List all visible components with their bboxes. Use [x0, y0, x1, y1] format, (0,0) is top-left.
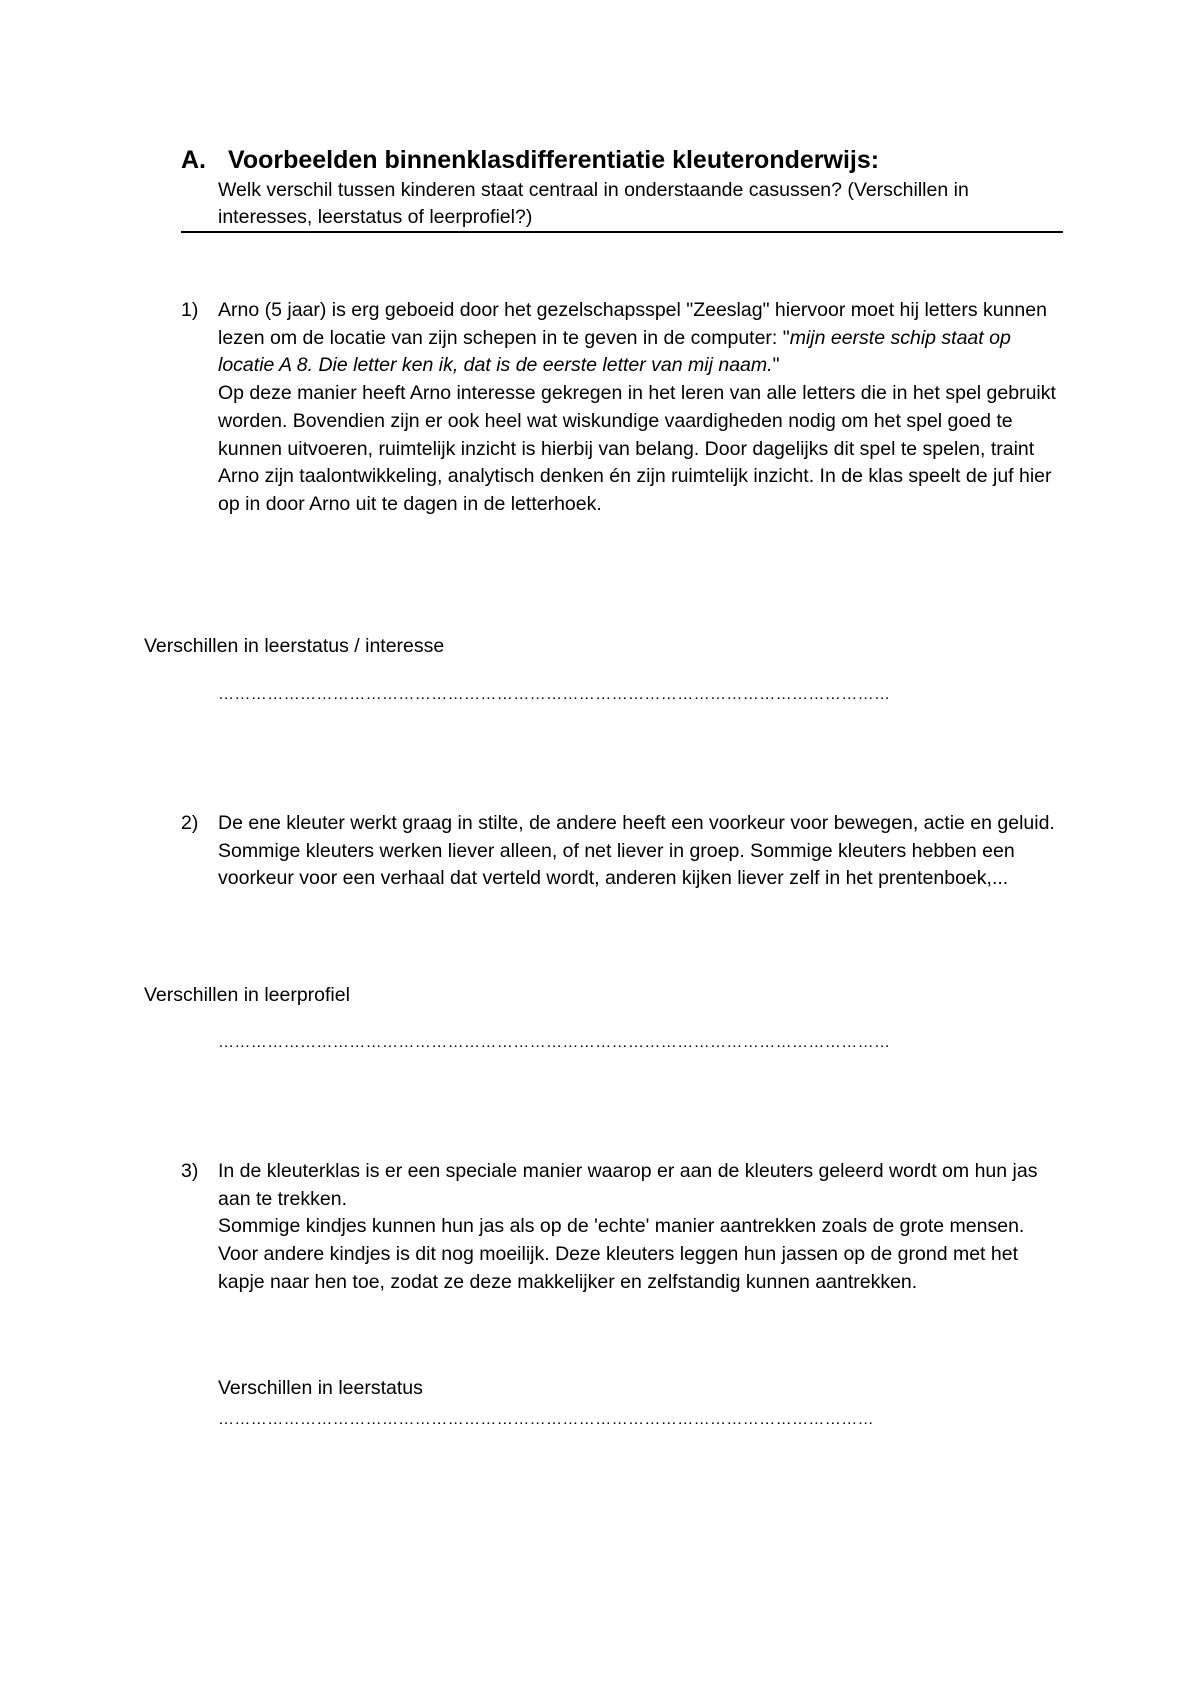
- case-paragraph: De ene kleuter werkt graag in stilte, de andere heeft een voorkeur voor bewegen, actie en geluid. Sommige kleuters werken liever alleen, of net liever in groep. Sommige kleuters hebben een voorkeur voor een verhaal dat verteld wordt, anderen kijken liever zelf in het prentenboek,...: [218, 812, 1055, 890]
- section-heading: [181, 143, 1063, 231]
- case-number: 1): [181, 299, 199, 321]
- heading-letter: A.: [181, 146, 206, 174]
- answer-label-3: Verschillen in leerstatus: [218, 1377, 423, 1399]
- case-paragraph: [218, 297, 1063, 380]
- case-item-3: [181, 1158, 1063, 1297]
- heading-title: [181, 143, 1063, 177]
- case-number: 2): [181, 812, 199, 834]
- case-body: [218, 297, 1063, 519]
- case-body: [218, 810, 1063, 893]
- answer-line-3[interactable]: …………………………………………………………………………………………………………: [218, 1411, 874, 1428]
- answer-label-2: Verschillen in leerprofiel: [144, 984, 350, 1006]
- heading-title-text: Voorbeelden binnenklasdifferentiatie kleuteronderwijs:: [228, 146, 880, 174]
- case-paragraph: Sommige kindjes kunnen hun jas als op de 'echte' manier aantrekken zoals de grote mensen. Voor andere kindjes is dit nog moeilijk. Deze kleuters leggen hun jassen op de grond met het kapje naar hen toe, zodat ze deze makkelijker en zelfstandig kunnen aantrekken.: [218, 1215, 1025, 1293]
- case-text: Arno (5 jaar) is erg geboeid door het gezelschapsspel "Zeeslag" hiervoor moet hij letters kunnen lezen om de locatie van zijn schepen in te geven in de computer: ": [218, 299, 1047, 349]
- answer-label-1: Verschillen in leerstatus / interesse: [144, 635, 445, 657]
- heading-underline: [181, 231, 1063, 233]
- case-quote: mijn eerste schip staat op locatie A 8. Die letter ken ik, dat is de eerste letter van mij naam.: [218, 326, 1011, 377]
- answer-line-1[interactable]: ……………………………………………………………………………………………………………: [218, 686, 891, 703]
- case-number: 3): [181, 1160, 199, 1182]
- case-paragraph: Op deze manier heeft Arno interesse gekregen in het leren van alle letters die in het spel gebruikt worden. Bovendien zijn er ook heel wat wiskundige vaardigheden nodig om het spel goed te kunnen uitvoeren, ruimtelijk inzicht is hierbij van belang. Door dagelijks dit spel te spelen, traint Arno zijn taalontwikkeling, analytisch denken én zijn ruimtelijk inzicht. In de klas speelt de juf hier op in door Arno uit te dagen in de letterhoek.: [218, 382, 1056, 515]
- answer-line-2[interactable]: ……………………………………………………………………………………………………………: [218, 1034, 891, 1051]
- case-item-2: [181, 810, 1063, 893]
- case-item-1: [181, 297, 1063, 519]
- case-body: [218, 1158, 1063, 1297]
- case-quote-close: ": [772, 354, 780, 377]
- heading-subtitle: Welk verschil tussen kinderen staat centraal in onderstaande casussen? (Verschillen in interesses, leerstatus of leerprofiel?): [218, 179, 969, 228]
- case-paragraph: In de kleuterklas is er een speciale manier waarop er aan de kleuters geleerd wordt om hun jas aan te trekken.: [218, 1160, 1038, 1210]
